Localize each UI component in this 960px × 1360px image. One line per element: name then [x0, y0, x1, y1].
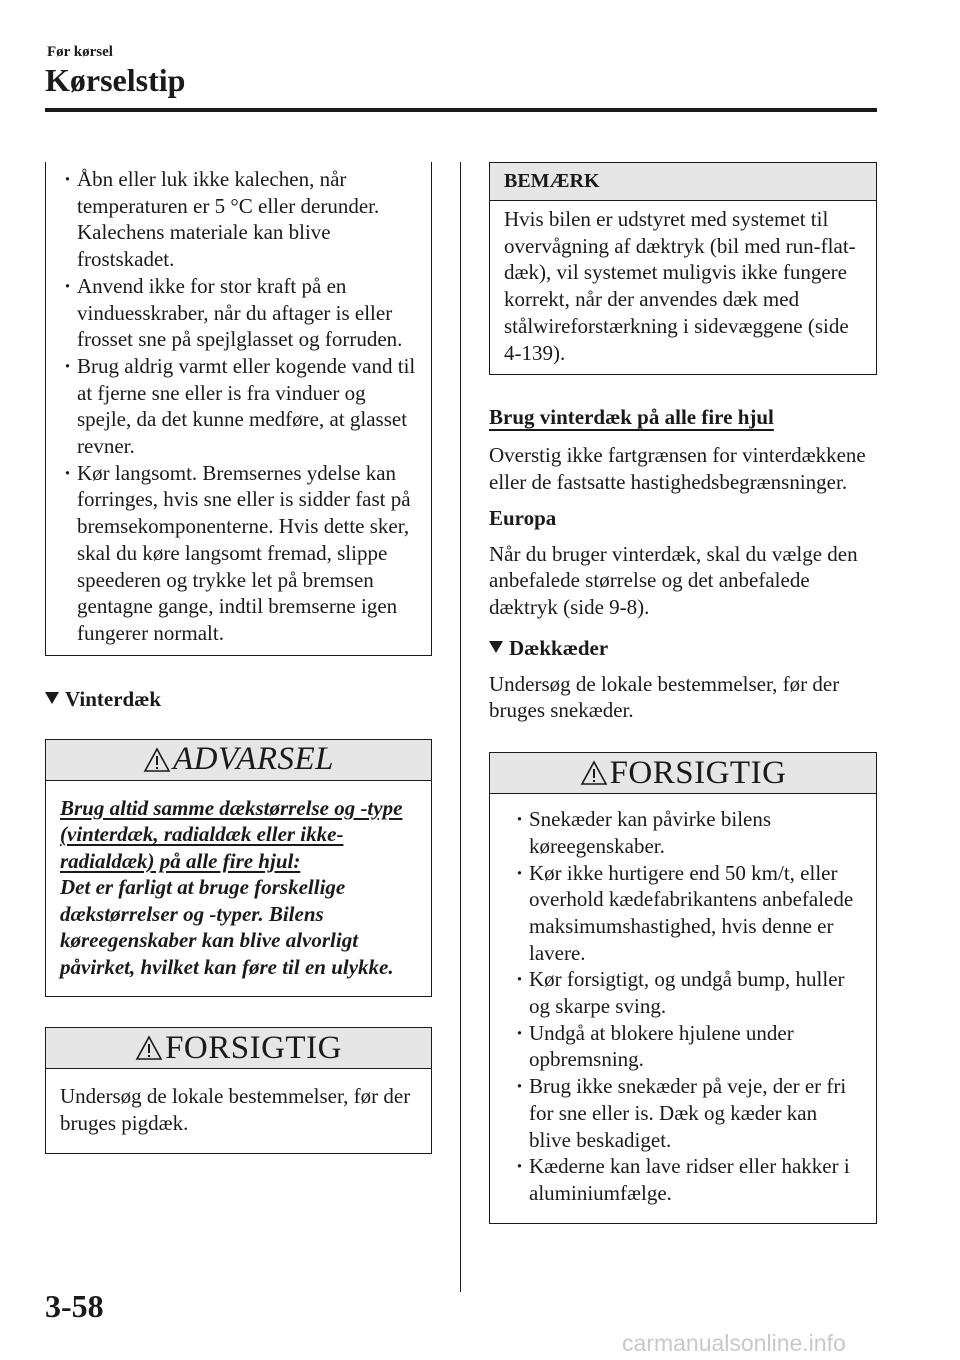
list-item: · Undgå at blokere hjulene under opbremsning.	[522, 1020, 862, 1073]
warning-triangle-icon	[143, 747, 171, 773]
note-title: BEMÆRK	[490, 163, 876, 201]
warning-triangle-icon	[580, 760, 608, 786]
column-divider	[460, 162, 461, 1292]
list-item: · Kæderne kan lave ridser eller hakker i aluminiumfælge.	[522, 1153, 862, 1206]
warning-text: Det er farligt at bruge forskellige dækstørrelser og -typer. Bilens køreegenskaber kan blive alvorligt påvirket, hvilket kan føre til en ulykke.	[60, 875, 394, 979]
warning-box	[45, 739, 432, 998]
list-item: · Snekæder kan påvirke bilens køreegenskaber.	[522, 806, 862, 859]
right-column	[489, 162, 877, 1224]
warning-lead: Brug altid samme dækstørrelse og -type (vinterdæk, radialdæk eller ikke-radialdæk) på alle fire hjul:	[60, 795, 403, 873]
list-item: · Kør forsigtigt, og undgå bump, huller og skarpe sving.	[522, 966, 862, 1019]
title-divider	[45, 108, 877, 112]
europe-text: Når du bruger vinterdæk, skal du vælge den anbefalede størrelse og det anbefalede dæktryk (side 9-8).	[489, 541, 858, 620]
caution-body: Undersøg de lokale bestemmelser, før der bruges pigdæk.	[60, 1084, 411, 1135]
caution-box-studded	[45, 1027, 432, 1153]
page-number: 3-58	[45, 1288, 104, 1324]
caution-header	[46, 1028, 431, 1069]
winter-tips-list	[70, 166, 417, 647]
section-title: Dækkæder	[509, 635, 609, 660]
list-item: · Anvend ikke for stor kraft på en vinduesskraber, når du aftager is eller frosset sne på spejlglasset og forruden.	[70, 273, 417, 353]
winter-speed-text: Overstig ikke fartgrænsen for vinterdækkene eller de fastsatte hastighedsbegrænsninger.	[489, 443, 866, 494]
section-tyre-chains	[489, 635, 877, 661]
warning-body	[46, 781, 431, 997]
page-title: Kørselstip	[45, 62, 186, 98]
list-item: · Brug aldrig varmt eller kogende vand til at fjerne sne eller is fra vinduer og spejle, da det kunne medføre, at glasset revner.	[70, 353, 417, 460]
note-body: Hvis bilen er udstyret med systemet til overvågning af dæktryk (bil med run-flat-dæk), vil systemet muligvis ikke fungere korrekt, når der anvendes dæk med stålwireforstærkning i sidevæggene (side 4-139).	[504, 207, 856, 365]
triangle-marker-icon	[45, 692, 59, 704]
chains-text: Undersøg de lokale bestemmelser, før der bruges snekæder.	[489, 671, 840, 723]
chain-caution-list	[522, 806, 862, 1207]
list-item: · Åbn eller luk ikke kalechen, når temperaturen er 5 °C eller derunder. Kalechens materiale kan blive frostskadet.	[70, 166, 417, 273]
caution-header	[490, 753, 876, 794]
warning-title: ADVARSEL	[172, 741, 335, 778]
caution-title: FORSIGTIG	[165, 1029, 342, 1066]
section-winter-tyres	[45, 686, 432, 712]
list-item: · Kør langsomt. Bremsernes ydelse kan forringes, hvis sne eller is sidder fast på bremsekomponenterne. Hvis dette sker, skal du køre langsomt fremad, slippe speederen og trykke let på bremsen gentagne gange, indtil bremserne igen fungerer normalt.	[70, 460, 417, 647]
triangle-marker-icon	[489, 641, 503, 653]
list-item: · Kør ikke hurtigere end 50 km/t, eller overhold kædefabrikantens anbefalede maksimumshastighed, hvis denne er lavere.	[522, 860, 862, 967]
note-box	[489, 162, 877, 375]
chapter-label: Før kørsel	[47, 44, 113, 60]
left-column	[45, 162, 432, 1154]
warning-header	[46, 740, 431, 781]
europe-heading: Europa	[489, 505, 557, 530]
watermark: carmanualsonline.info	[622, 1330, 846, 1356]
section-title: Vinterdæk	[65, 686, 162, 711]
warning-triangle-icon	[135, 1035, 163, 1061]
caution-body	[490, 794, 876, 1223]
caution-title: FORSIGTIG	[609, 754, 787, 791]
caution-box-chains	[489, 752, 877, 1224]
winter-all-wheels-heading: Brug vinterdæk på alle fire hjul	[489, 405, 774, 430]
list-item: · Brug ikke snekæder på veje, der er fri for sne eller is. Dæk og kæder kan blive beskadiget.	[522, 1073, 862, 1153]
winter-tips-box	[45, 162, 432, 656]
